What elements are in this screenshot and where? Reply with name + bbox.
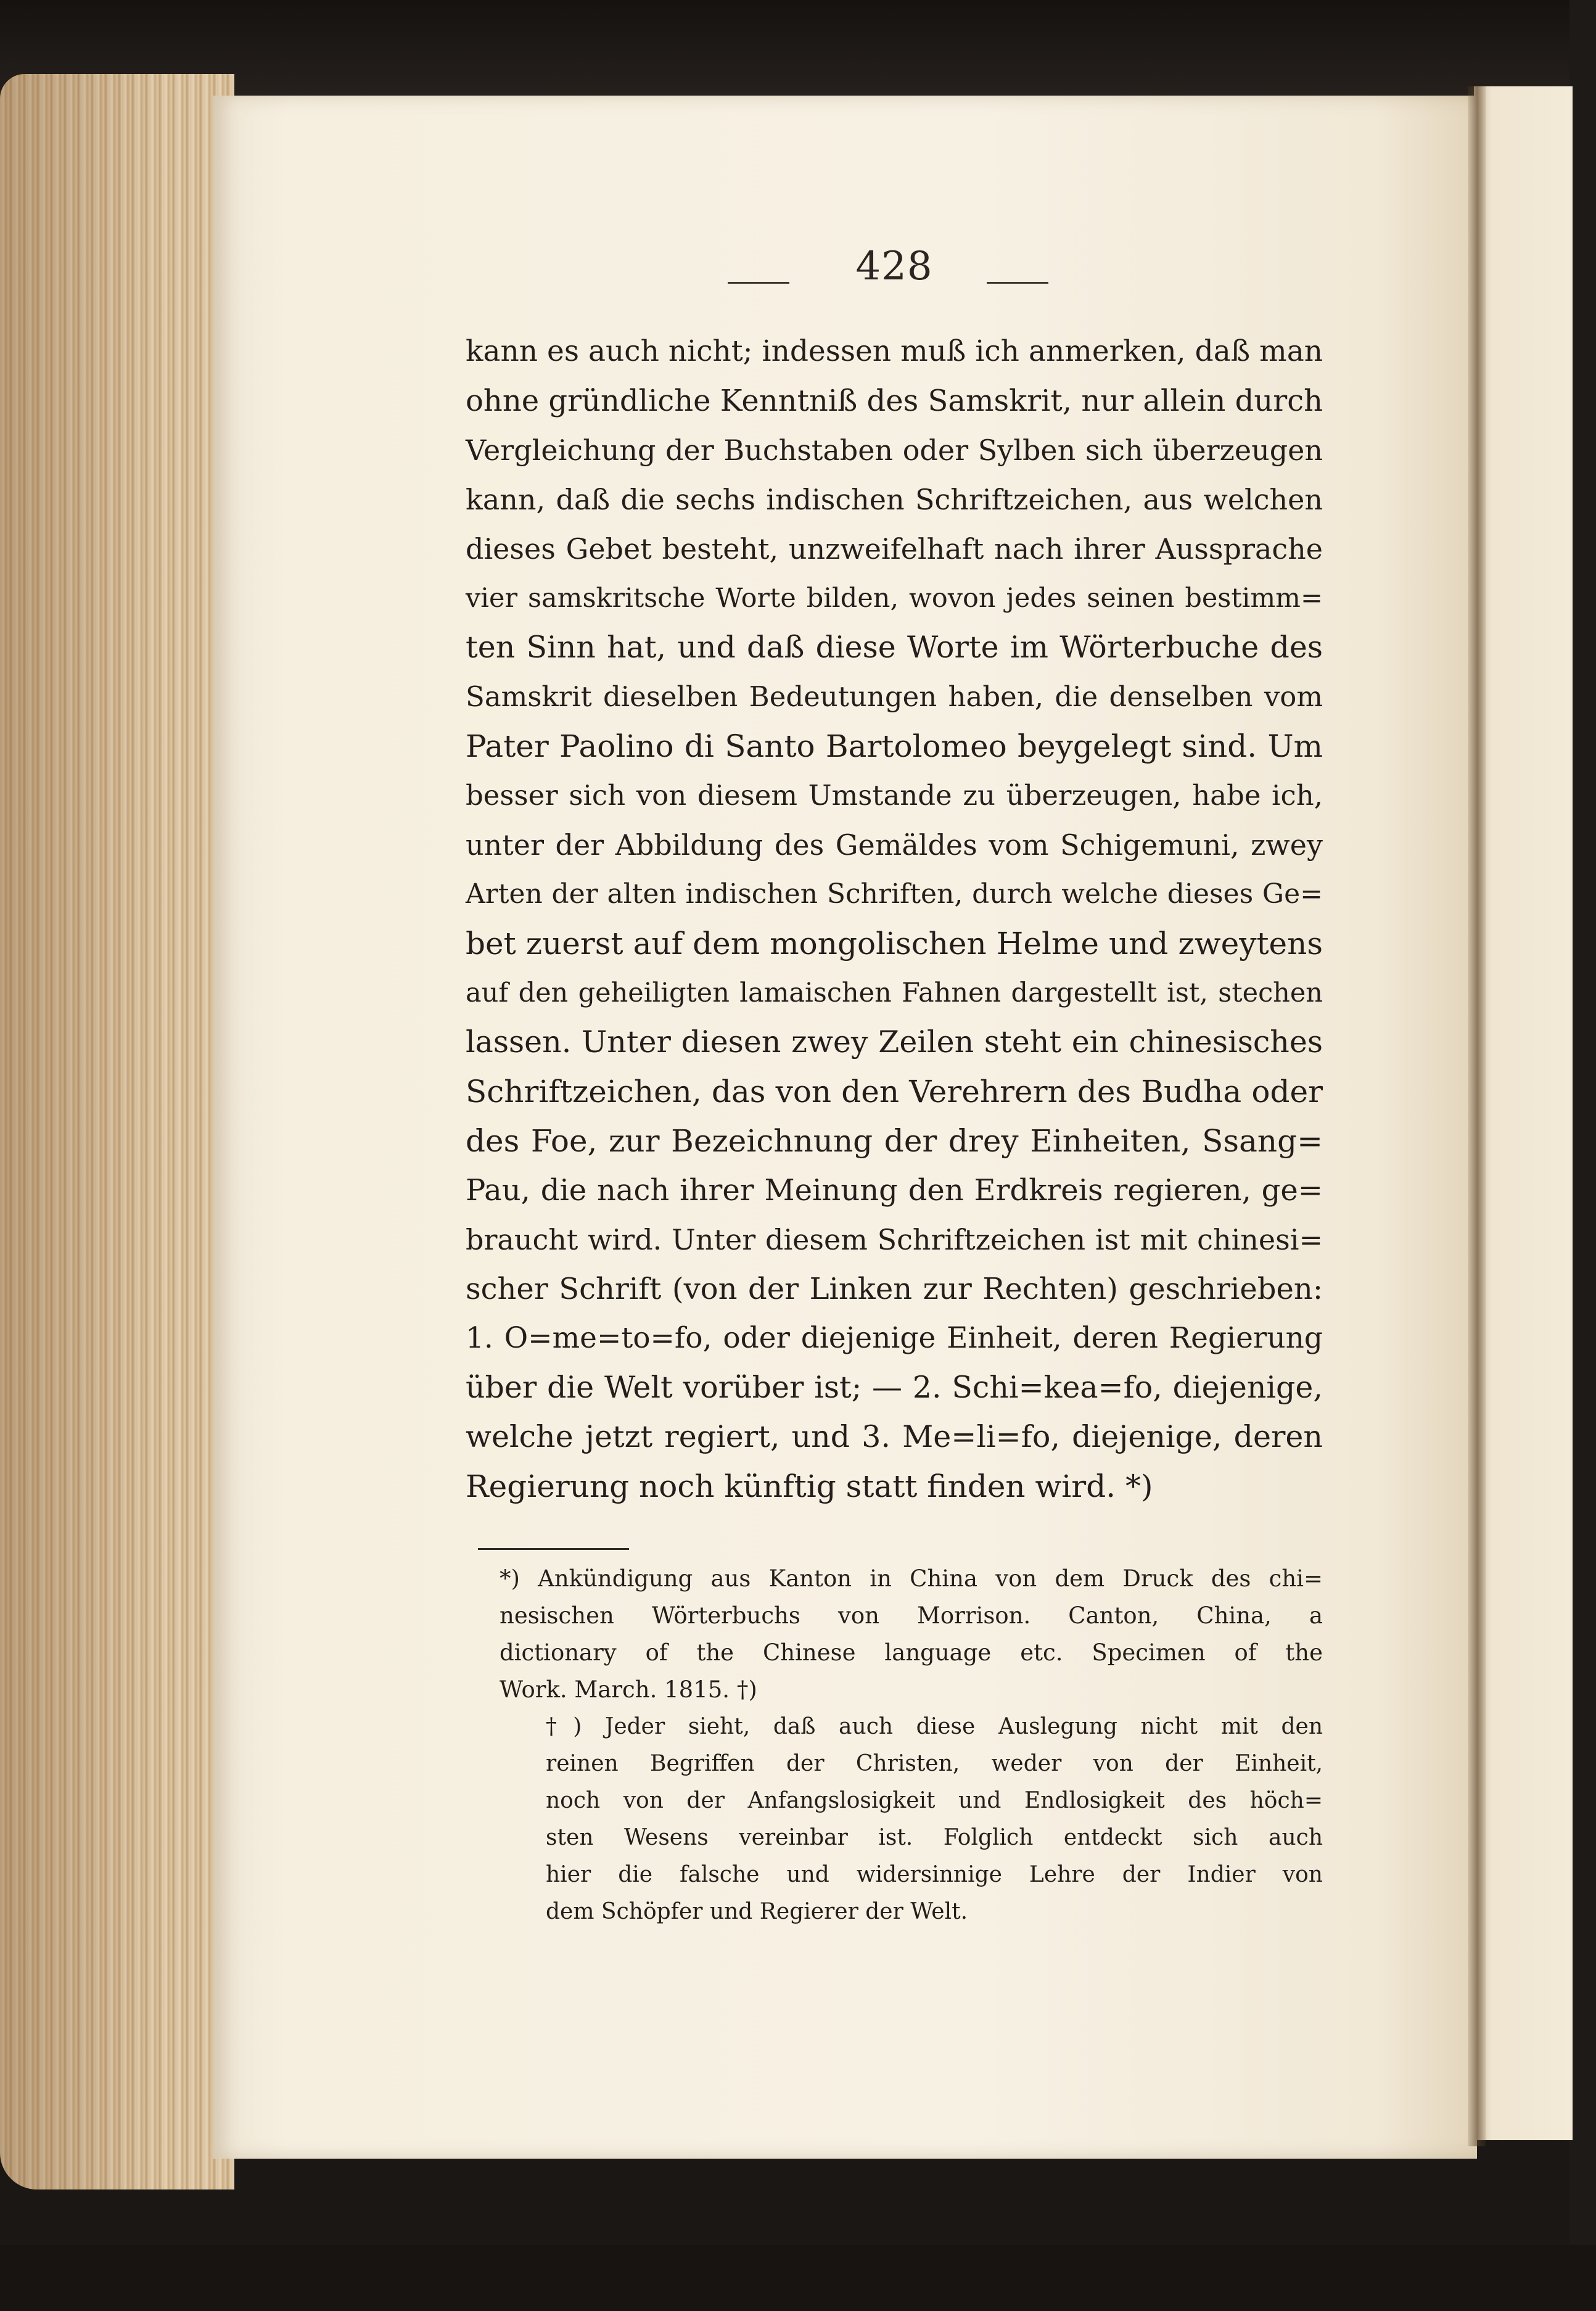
footnote-line: dictionary of the Chinese language etc. Specimen of the: [500, 1639, 1323, 1666]
footnote-line: hier die falsche und widersinnige Lehre der Indier von: [546, 1862, 1323, 1887]
body-line: ohne gründliche Kenntniß des Samskrit, nur allein durch: [466, 384, 1323, 418]
footnote-1: [500, 1560, 1323, 1708]
header-rule-left: [728, 282, 789, 284]
body-line: Vergleichung der Buchstaben oder Sylben sich überzeugen: [466, 434, 1323, 467]
body-line: lassen. Unter diesen zwey Zeilen steht ein chinesisches: [466, 1024, 1323, 1060]
body-line: unter der Abbildung des Gemäldes vom Schigemuni, zwey: [466, 828, 1323, 862]
footnote-line: *) Ankündigung aus Kanton in China von dem Druck des chi=: [500, 1565, 1323, 1592]
footnote-2: [546, 1708, 1323, 1930]
page-header: [728, 244, 1061, 311]
body-line: Samskrit dieselben Bedeutungen haben, die denselben vom: [466, 680, 1323, 713]
footnote-line: nesischen Wörterbuchs von Morrison. Canton, China, a: [500, 1602, 1323, 1629]
body-line: dieses Gebet besteht, unzweifelhaft nach ihrer Aussprache: [466, 532, 1323, 566]
body-line: besser sich von diesem Umstande zu überzeugen, habe ich,: [466, 779, 1323, 812]
body-line: welche jetzt regiert, und 3. Me=li=fo, diejenige, deren: [466, 1419, 1323, 1454]
body-line: scher Schrift (von der Linken zur Rechten) geschrieben:: [466, 1272, 1323, 1306]
body-line: bet zuerst auf dem mongolischen Helme und zweytens: [466, 926, 1323, 962]
body-line: Arten der alten indischen Schriften, durch welche dieses Ge=: [466, 878, 1323, 910]
footnote-line: dem Schöpfer und Regierer der Welt.: [546, 1899, 968, 1924]
body-line: über die Welt vorüber ist; — 2. Schi=kea=fo, diejenige,: [466, 1370, 1323, 1405]
body-line: des Foe, zur Bezeichnung der drey Einheiten, Ssang=: [466, 1123, 1323, 1159]
footnote-line: †) Jeder sieht, daß auch diese Auslegung nicht mit den: [546, 1714, 1323, 1739]
body-line: 1. O=me=to=fo, oder diejenige Einheit, deren Regierung: [466, 1321, 1323, 1355]
facing-page-edge: [1474, 86, 1573, 2140]
body-line: vier samskritsche Worte bilden, wovon jedes seinen bestimm=: [466, 583, 1323, 614]
header-rule-right: [987, 282, 1048, 284]
footnote-rule: [478, 1548, 629, 1550]
body-text: [466, 327, 1323, 1511]
body-line: kann, daß die sechs indischen Schriftzeichen, aus welchen: [466, 483, 1323, 516]
body-line: braucht wird. Unter diesem Schriftzeichen ist mit chinesi=: [466, 1223, 1323, 1256]
page-gutter: [1468, 86, 1486, 2146]
body-line: Regierung noch künftig statt finden wird. *): [466, 1469, 1153, 1504]
body-line: ten Sinn hat, und daß diese Worte im Wörterbuche des: [466, 630, 1323, 665]
footnote-line: noch von der Anfangslosigkeit und Endlosigkeit des höch=: [546, 1788, 1323, 1813]
page-number: 428: [855, 244, 933, 289]
body-line: kann es auch nicht; indessen muß ich anmerken, daß man: [466, 334, 1323, 368]
body-line: Schriftzeichen, das von den Verehrern des Budha oder: [466, 1074, 1323, 1110]
page-edges-shadow: [0, 74, 234, 2189]
background-bottom: [0, 2245, 1596, 2311]
footnote-line: Work. March. 1815. †): [500, 1676, 757, 1703]
body-line: Pater Paolino di Santo Bartolomeo beygelegt sind. Um: [466, 728, 1323, 764]
footnote-line: sten Wesens vereinbar ist. Folglich entdeckt sich auch: [546, 1825, 1323, 1850]
body-line: auf den geheiligten lamaischen Fahnen dargestellt ist, stechen: [466, 978, 1323, 1008]
footnote-line: reinen Begriffen der Christen, weder von der Einheit,: [546, 1751, 1323, 1776]
body-line: Pau, die nach ihrer Meinung den Erdkreis regieren, ge=: [466, 1173, 1323, 1208]
background-right: [1569, 0, 1596, 2311]
